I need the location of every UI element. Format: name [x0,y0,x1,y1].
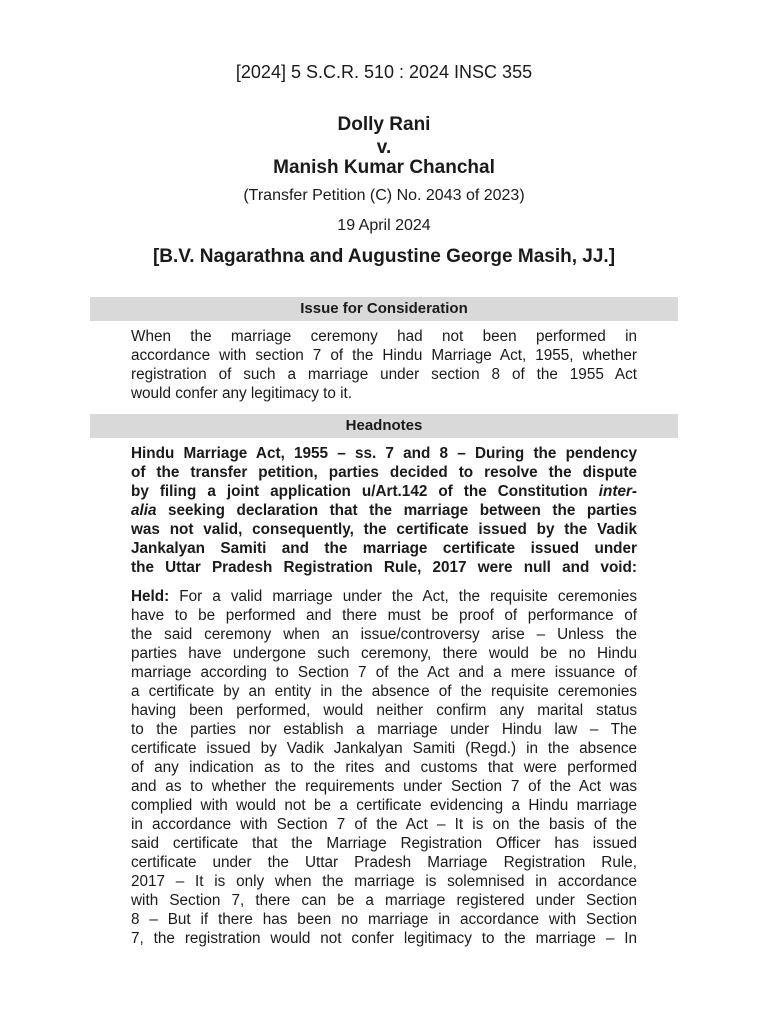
held-line: having been performed, would neither confirm any marital status [131,702,637,719]
issue-line: When the marriage ceremony had not been performed in [131,328,637,345]
held-line: to the parties nor establish a marriage under Hindu law – The [131,721,637,738]
issue-line: registration of such a marriage under section 8 of the 1955 Act [131,366,637,383]
judgment-date: 19 April 2024 [337,217,431,234]
held-line: in accordance with Section 7 of the Act – It is on the basis of the [131,816,637,833]
headnote-line: was not valid, consequently, the certificate issued by the Vadik [131,521,637,538]
latin-phrase: alia [131,502,157,519]
case-number: (Transfer Petition (C) No. 2043 of 2023) [243,187,525,204]
headnote-line: of the transfer petition, parties decided to resolve the dispute [131,464,637,481]
held-line: certificate under the Uttar Pradesh Marriage Registration Rule, [131,854,637,871]
held-line: said certificate that the Marriage Registration Officer has issued [131,835,637,852]
versus-label: v. [376,137,392,158]
headnote-line: the Uttar Pradesh Registration Rule, 2017 were null and void: [131,559,637,576]
headnote-line: by filing a joint application u/Art.142 of the Constitution inter- [131,483,637,500]
held-line: 8 – But if there has been no marriage in accordance with Section [131,911,637,928]
held-label: Held: [131,588,170,605]
held-line-first [131,587,637,606]
citation: [2024] 5 S.C.R. 510 : 2024 INSC 355 [235,62,533,82]
latin-phrase: inter- [598,483,637,500]
held-line: a certificate by an entity in the absence of the requisite ceremonies [131,683,637,700]
held-line: of any indication as to the rites and customs that were performed [131,759,637,776]
held-line: marriage according to Section 7 of the Act and a mere issuance of [131,664,637,681]
held-line: certificate issued by Vadik Jankalyan Samiti (Regd.) in the absence [131,740,637,757]
held-line: parties have undergone such ceremony, there would be no Hindu [131,645,637,662]
headnote-line: alia seeking declaration that the marriage between the parties [131,502,637,519]
held-paragraph [131,587,637,948]
held-line: the said ceremony when an issue/controversy arise – Unless the [131,626,637,643]
held-line: complied with would not be a certificate evidencing a Hindu marriage [131,797,637,814]
held-line: and as to whether the requirements under Section 7 of the Act was [131,778,637,795]
held-line: 2017 – It is only when the marriage is solemnised in accordance [131,873,637,890]
petitioner-name: Dolly Rani [337,114,431,135]
held-line: For a valid marriage under the Act, the requisite ceremonies [169,588,637,605]
headnotes-heading: Headnotes [90,414,678,438]
held-line: 7, the registration would not confer legitimacy to the marriage – In [131,930,637,947]
headnote-summary [131,444,637,577]
bench: [B.V. Nagarathna and Augustine George Masih, JJ.] [152,246,616,267]
held-line: with Section 7, there can be a marriage registered under Section [131,892,637,909]
headnote-line: Hindu Marriage Act, 1955 – ss. 7 and 8 – During the pendency [131,445,637,462]
issue-text [131,327,637,403]
issue-heading: Issue for Consideration [90,297,678,321]
held-line: have to be performed and there must be proof of performance of [131,607,637,624]
headnote-line: Jankalyan Samiti and the marriage certificate issued under [131,540,637,557]
issue-line: would confer any legitimacy to it. [131,385,353,402]
issue-line: accordance with section 7 of the Hindu Marriage Act, 1955, whether [131,347,637,364]
respondent-name: Manish Kumar Chanchal [273,157,495,178]
